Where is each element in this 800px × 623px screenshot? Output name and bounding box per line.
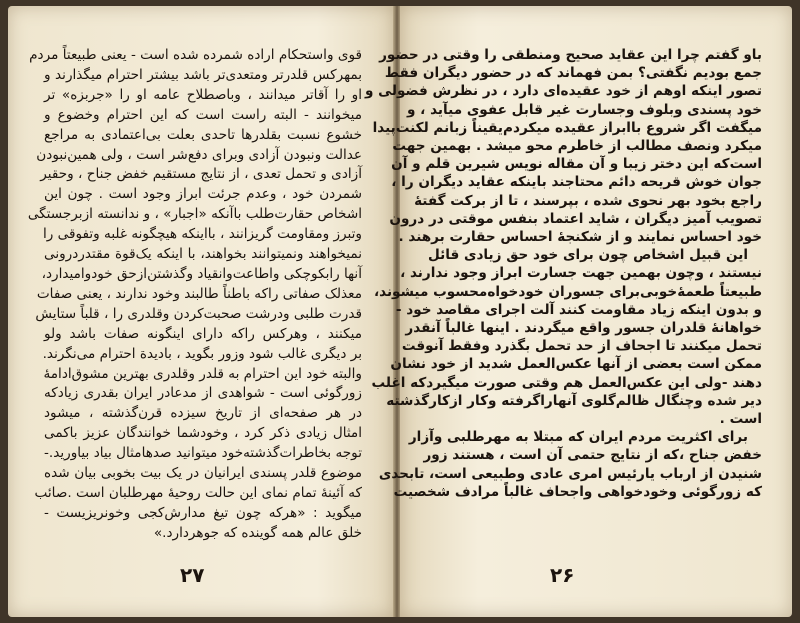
left-page [8, 6, 394, 617]
left-page-text [27, 46, 362, 544]
text-line: شمردن خود ، وعدم جرئت ابراز وجود است . چون این [44, 186, 362, 203]
text-line: میگوید : «هرکه چون تیغ مدارش‌کجی وخونریزیست - [44, 504, 362, 521]
text-line: بر دیگری غالب شود وزور بگوید ، بادیدة احترام می‌نگرند. [42, 345, 362, 362]
right-page [364, 6, 792, 617]
text-line: معذلک صفاتی راکه باطناً طالبند وخود ندارند ، یعنی صفات [36, 285, 362, 302]
text-line: وتبرز ومقاومت گریزانند ، بااینکه هیچگونه غلبه وتفوقی را [42, 226, 362, 243]
text-line: خفض جناح ،که از نتایج حتمی آن است ، هستند زور [423, 447, 762, 464]
text-line: خود احساس نمایند و از شکنجهٔ احساس حقارت برهند . [398, 229, 762, 246]
text-line: تحمل میکنند تا اجحاف از حد تحمل بگذرد وفقط آنوقت [401, 338, 762, 355]
text-line: باو گفتم چرا این عقاید صحیح ومنطقی را وقتی در حضور [379, 47, 762, 63]
text-line: دیر شده وچنگال ظالم‌گلوی آنهاراگرفته وکار ازکارگذشته [386, 392, 762, 409]
text-line: توجه بخاطرات‌گذشته‌خود میتوانید صدهامثال بیاد بیاورید.- [44, 445, 362, 462]
text-line: برای اکثریت مردم ایران که مبتلا به مهرطلبی وآزار [408, 429, 748, 446]
text-line: عدالت ونبودن آزادی وبرای دفع‌شر است ، ولی همین‌نبودن [36, 146, 362, 163]
text-line: اشخاص حقارت‌طلب باآنکه «اجبار» ، و ندانسته ازبرجستگی [27, 206, 362, 223]
text-line: ممکن است بعضی از آنها عکس‌العمل شدید از خود نشان [390, 356, 762, 373]
text-line: جوان خوش قریحه دائم محتاجند باینکه عقاید دیگران را ، [391, 174, 762, 191]
text-line: در هر صفحه‌ای از تاریخ سیزده قرن‌گذشته ، میشود [44, 405, 362, 422]
text-line: خشوع نسبت بقلدرها تاحدی بعلت بی‌اعتمادی به مراجع [44, 126, 362, 143]
text-line: موضوع قلدر پسندی ایرانیان در یک بیت بخوبی بیان شده [44, 465, 362, 482]
text-line: میکنند ، وهرکس راکه دارای اینگونه صفات باشد ولو [44, 325, 362, 342]
text-line: طبیعتاً طعمهٔ‌خوبی‌برای جسوران خودخواه‌محسوب میشوند، [373, 283, 762, 300]
text-line: قوی واستحکام اراده شمرده شده است - یعنی طبیعتاً مردم [29, 47, 362, 63]
text-line: تصور اینکه اوهم از خود عقیده‌ای دارد ، در نظرش فضولی و [364, 83, 762, 100]
text-line: خود پسندی وبلوف وجسارت غیر قابل عفوی میآید ، و [407, 101, 762, 118]
text-line: زورگوئی است - شواهدی از مدعادر ایران بقدری زیادکه [44, 385, 362, 402]
text-line: است . [719, 411, 762, 428]
text-line: امثال زیادی ذکر کرد ، وخودشما خوانندگان عزیز باکمی [44, 425, 362, 442]
text-line: میگفت اگر شروع باابراز عقیده میکردم‌یقیناً زبانم لکنت‌پیدا [372, 119, 762, 136]
text-line: بمهرکس قلدرتر ومتعدی‌تر باشد بیشتر احترام میگذارند و [44, 66, 362, 83]
text-line: تصویب آمیز دیگران ، شاید اعتماد بنفس موقتی در درون [389, 210, 762, 227]
text-line: خلق عالم همه گوینده که جوهردارد.» [153, 524, 362, 541]
text-line: او را آقاتر میدانند ، وباصطلاح عامه او را «جربزه» تر [44, 86, 362, 103]
text-line: قدرت طلبی ودرشت صحبت‌کردن وقلدری را ، قلباً ستایش [35, 305, 362, 322]
text-line: و بدون اینکه زیاد مقاومت کنند آلت اجرای مقاصد خود - [395, 301, 762, 318]
text-line: این قبیل اشخاص چون برای خود حق زیادی قائل [428, 247, 748, 264]
text-line: دهند -ولی این عکس‌العمل هم وقتی صورت میگیرد‌که اغلب [371, 374, 762, 391]
text-line: میکرد ونصف مطالب از خاطرم محو میشد . بهمین جهت [392, 138, 762, 155]
text-line: شنیدن از ارباب یارئیس امری عادی وطبیعی است، تابحدی [378, 465, 762, 482]
page-number: ۲۷ [180, 563, 205, 587]
right-page-text [364, 46, 762, 501]
text-line: جمع بودیم نگفتی؟ بمن فهماند که در حضور دیگران فقط [384, 65, 762, 82]
text-line: که آئینهٔ تمام نمای این حالت روحیهٔ مهرطلبان است .صائب [34, 484, 362, 501]
text-line: راجع بخود بهر نحوی شده ، بپرسند ، تا از برکت گفتهٔ [414, 192, 762, 209]
text-line: است‌که این دختر زیبا و آن مقاله نویس شیرین قلم و آن [391, 156, 762, 173]
text-line: نمیخواهند ونمیتوانند بخواهند، با اینکه یک‌قوة مقتدردرونی [44, 246, 362, 263]
text-line: خواهانهٔ قلدران جسور واقع میگردند . اینها غالباً آنقدر [405, 320, 762, 337]
page-number: ۲۶ [550, 563, 575, 587]
text-line: میخوانند - البته راست است که این احترام وخضوع و [44, 106, 362, 123]
text-line: آزادی و تحمل تعدی ، از نتایج مستقیم خفض جناح ، وحقیر [40, 166, 362, 183]
text-line: که زورگوئی وخودخواهی واجحاف غالباً مرادف شخصیت [393, 483, 762, 500]
text-line: والبته خود این احترام به قلدر وقلدری بهترین مشوق‌ادامهٔ [43, 365, 362, 382]
text-line: نیستند ، وچون بهمین جهت جسارت ابراز وجود ندارند ، [400, 265, 762, 282]
text-line: آنها رابکوچکی واطاعت‌وانقیاد وگذشتن‌ازحق خودوامیدارد، [41, 265, 362, 282]
